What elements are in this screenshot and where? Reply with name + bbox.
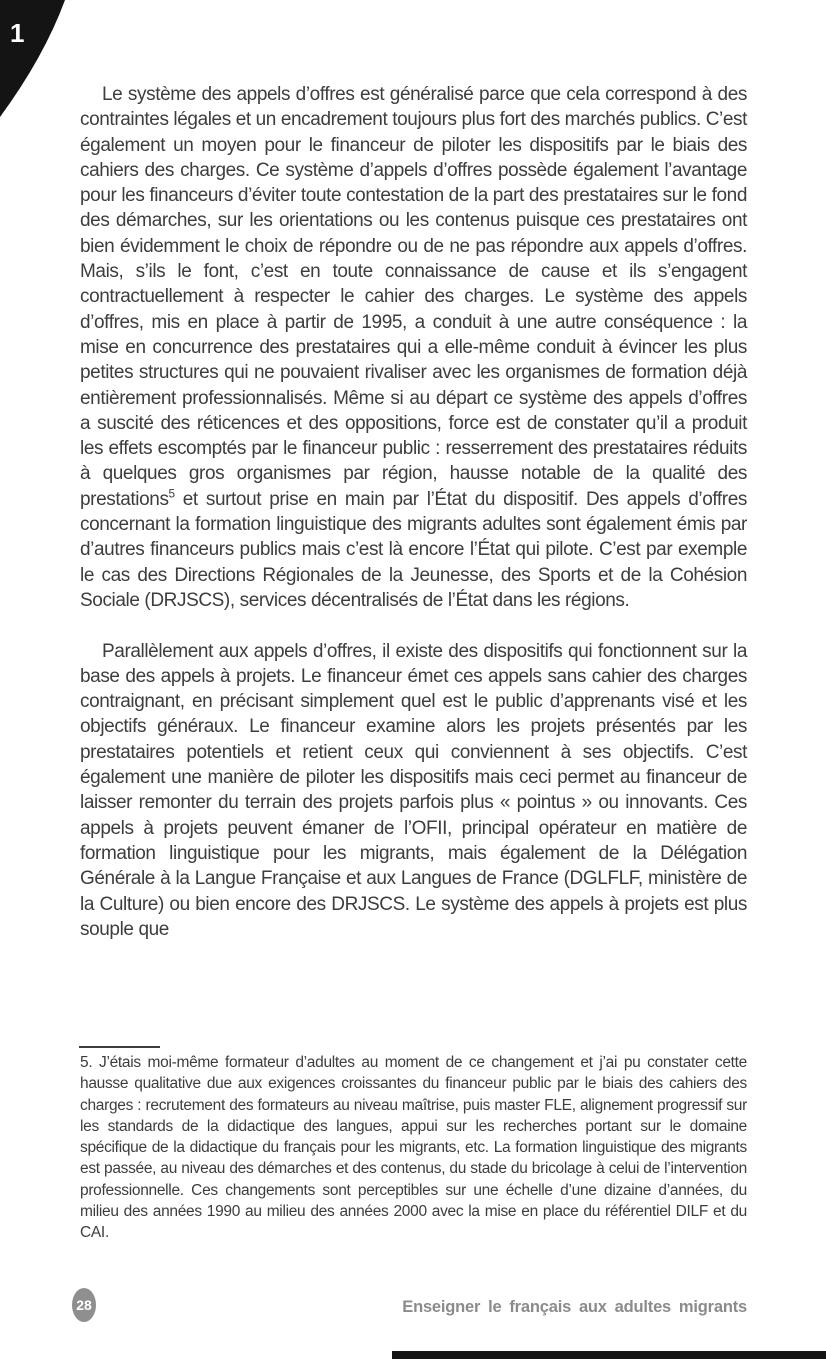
chapter-number: 1 <box>10 18 25 48</box>
bottom-edge-bar <box>392 1351 826 1359</box>
running-title: Enseigner le français aux adultes migrants <box>402 1298 747 1316</box>
page-number-badge <box>72 1288 96 1322</box>
page-body <box>80 82 747 942</box>
footnote-reference-5: 5 <box>168 487 175 501</box>
paragraph-1-text-after-ref: et surtout prise en main par l’État du dispositif. Des appels d’offres concernant la formation linguistique des migrants adultes sont également émis par d’autres financeurs publics mais c’est là encore l’État qui pilote. C’est par exemple le cas des Directions Régionales de la Jeunesse, des Sports et de la Cohésion Sociale (DRJSCS), services décentralisés de l’État dans les régions. <box>80 488 747 611</box>
footnote-5: 5. J’étais moi-même formateur d’adultes au moment de ce changement et j’ai pu constater cette hausse qualitative due aux exigences croissantes du financeur public par le biais des cahiers des charges : recrutement des formateurs au niveau maîtrise, puis master FLE, alignement progressif sur les standards de la didactique des langues, appui sur les recherches portant sur le domaine spécifique de la didactique du français pour les migrants, etc. La formation linguistique des migrants est passée, au niveau des démarches et des contenus, du stade du bricolage à celui de l’intervention professionnelle. Ces changements sont perceptibles sur une échelle d’une dizaine d’années, du milieu des années 1990 au milieu des années 2000 avec la mise en place du référentiel DILF et du CAI. <box>80 1054 747 1242</box>
footnote-separator-rule <box>79 1046 160 1048</box>
page-number: 28 <box>76 1297 92 1313</box>
paragraph-2: Parallèlement aux appels d’offres, il existe des dispositifs qui fonctionnent sur la base des appels à projets. Le financeur émet ces appels sans cahier des charges contraignant, en précisant simplement quel est le public d’apprenants visé et les objectifs généraux. Le financeur examine alors les projets présentés par les prestataires potentiels et retient ceux qui conviennent à ses objectifs. C’est également une manière de piloter les dispositifs mais ceci permet au financeur de laisser remonter du terrain des projets parfois plus « pointus » ou innovants. Ces appels à projets peuvent émaner de l’OFII, principal opérateur en matière de formation linguistique pour les migrants, mais également de la Délégation Générale à la Langue Française et aux Langues de France (DGLFLF, ministère de la Culture) ou bien encore des DRJSCS. Le système des appels à projets est plus souple que <box>80 640 747 940</box>
paragraph-1-text-before-ref: Le système des appels d’offres est généralisé parce que cela correspond à des contraintes légales et un encadrement toujours plus fort des marchés publics. C’est également un moyen pour le financeur de piloter les dispositifs par le biais des cahiers des charges. Ce système d’appels d’offres possède également l’avantage pour les financeurs d’éviter toute contestation de la part des prestataires sur le fond des démarches, sur les orientations ou les contenus puisque ces prestataires ont bien évidemment le choix de répondre ou de ne pas répondre aux appels d’offres. Mais, s’ils le font, c’est en toute connaissance de cause et ils s’engagent contractuellement à respecter le cahier des charges. Le système des appels d’offres, mis en place à partir de 1995, a conduit à une autre conséquence : la mise en concurrence des prestataires qui a elle-même conduit à évincer les plus petites structures qui ne pouvaient rivaliser avec les organismes de formation déjà entièrement professionnalisés. Même si au départ ce système des appels d’offres a suscité des réticences et des oppositions, force est de constater qu’il a produit les effets escomptés par le financeur public : resserrement des prestataires réduits à quelques gros organismes par région, hausse notable de la qualité des prestations <box>80 84 747 510</box>
paragraph-1 <box>80 82 747 613</box>
